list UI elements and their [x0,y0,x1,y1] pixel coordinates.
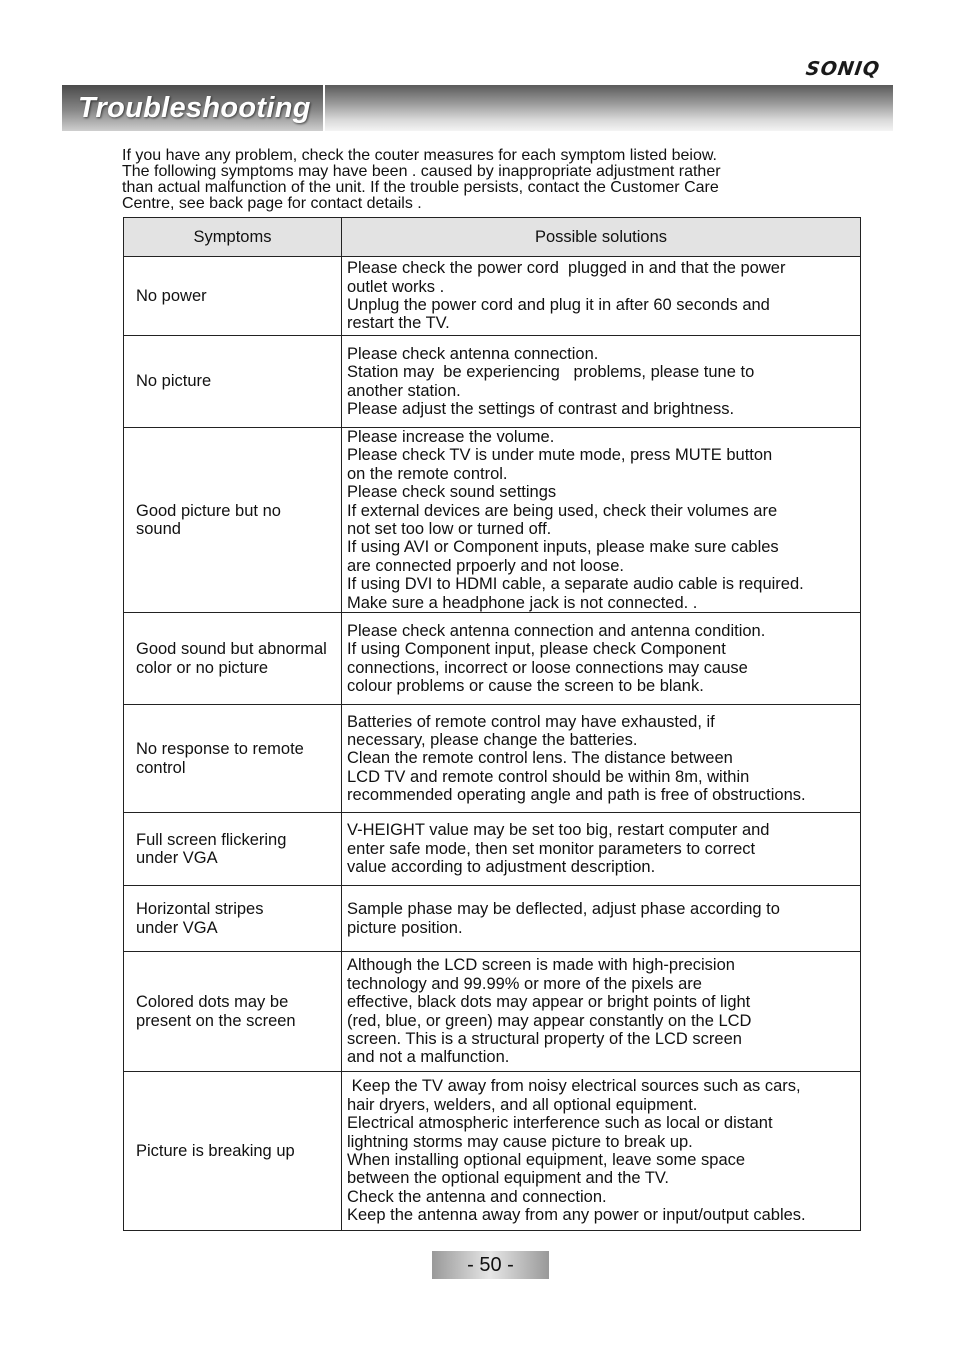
solutions-header: Possible solutions [342,218,861,257]
symptom-line: No response to remote [136,740,304,759]
solution-line: When installing optional equipment, leave some space [347,1151,746,1170]
solution-cell [342,705,861,813]
solution-line: Unplug the power cord and plug it in after 60 seconds and [347,296,770,314]
solution-line: Keep the TV away from noisy electrical sources such as cars, [347,1077,801,1096]
symptom-line: Picture is breaking up [136,1141,295,1160]
solution-line: Please check sound settings [347,483,557,502]
solution-line: Clean the remote control lens. The distance between [347,749,733,768]
table-row [124,1072,861,1231]
solution-line: recommended operating angle and path is free of obstructions. [347,786,806,805]
intro-line: than actual malfunction of the unit. If the trouble persists, contact the Customer Care [122,179,719,196]
symptom-line: control [136,758,186,777]
solution-line: not set too low or turned off. [347,520,552,539]
solution-line: If external devices are being used, check their volumes are [347,501,778,520]
solution-line: Keep the antenna away from any power or input/output cables. [347,1206,806,1225]
solution-line: picture position. [347,918,463,937]
solution-line: enter safe mode, then set monitor parameters to correct [347,839,756,858]
solution-line: If using AVI or Component inputs, please make sure cables [347,538,779,557]
solution-line: If using DVI to HDMI cable, a separate audio cable is required. [347,575,804,594]
symptom-line: Colored dots may be [136,993,289,1012]
solution-line: connections, incorrect or loose connections may cause [347,658,748,677]
solution-line: Please increase the volume. [347,428,555,446]
solution-line: Station may be experiencing problems, please tune to [347,363,755,382]
solution-line: technology and 99.99% or more of the pixels are [347,974,702,993]
table-row [124,813,861,886]
solution-line: effective, black dots may appear or bright points of light [347,993,751,1012]
symptom-line: under VGA [136,849,218,868]
table-row [124,886,861,952]
page-number: - 50 - [432,1251,549,1279]
symptom-line: color or no picture [136,658,269,677]
solution-cell [342,257,861,336]
symptom-line: sound [136,520,181,539]
solution-line: on the remote control. [347,464,508,483]
table-row [124,428,861,613]
symptom-line: Horizontal stripes [136,900,264,919]
solution-cell [342,428,861,613]
solution-line: LCD TV and remote control should be within 8m, within [347,767,750,786]
solution-line: Please adjust the settings of contrast and brightness. [347,399,735,418]
solution-cell [342,886,861,952]
symptom-line: Good sound but abnormal [136,640,327,659]
solution-line: hair dryers, welders, and all optional equipment. [347,1095,698,1114]
symptom-cell [124,705,342,813]
symptom-cell [124,952,342,1072]
solution-line: (red, blue, or green) may appear constantly on the LCD [347,1011,752,1030]
solution-line: Sample phase may be deflected, adjust phase according to [347,900,780,919]
solution-line: Please check antenna connection. [347,344,599,363]
intro-paragraph [122,148,842,212]
symptom-line: present on the screen [136,1011,296,1030]
solution-line: and not a malfunction. [347,1048,510,1067]
symptom-line: under VGA [136,918,218,937]
solution-line: Please check the power cord plugged in and that the power [347,259,786,278]
solution-line: V-HEIGHT value may be set too big, restart computer and [347,821,770,840]
symptom-cell [124,1072,342,1231]
solution-line: colour problems or cause the screen to be blank. [347,676,704,695]
solution-line: Electrical atmospheric interference such as local or distant [347,1114,773,1133]
brand-logo: SONIQ [804,58,882,80]
solution-line: restart the TV. [347,314,450,333]
solution-line: outlet works . [347,277,445,296]
solution-line: Although the LCD screen is made with high-precision [347,956,735,975]
table-row [124,705,861,813]
solution-line: Make sure a headphone jack is not connected. . [347,593,698,612]
solution-line: If using Component input, please check Component [347,640,726,659]
solution-line: Batteries of remote control may have exhausted, if [347,712,715,731]
symptom-cell [124,428,342,613]
symptom-cell [124,257,342,336]
table-row [124,257,861,336]
solution-cell [342,813,861,886]
symptom-line: No power [136,286,207,305]
intro-line: Centre, see back page for contact details . [122,195,422,212]
table-row [124,336,861,428]
solution-line: value according to adjustment description. [347,858,656,877]
table-header-row [124,218,861,257]
symptom-cell [124,613,342,705]
symptom-line: No picture [136,372,212,391]
solution-cell [342,336,861,428]
solution-cell [342,952,861,1072]
solution-line: Please check antenna connection and antenna condition. [347,621,766,640]
symptom-cell [124,336,342,428]
solution-line: are connected prpoerly and not loose. [347,556,625,575]
solution-cell [342,613,861,705]
symptom-cell [124,813,342,886]
solution-line: another station. [347,381,461,400]
page-title: Troubleshooting [78,92,311,124]
solution-line: Check the antenna and connection. [347,1187,607,1206]
intro-line: The following symptoms may have been . caused by inappropriate adjustment rather [122,163,721,180]
solution-line: screen. This is a structural property of the LCD screen [347,1029,742,1048]
solution-line: between the optional equipment and the TV. [347,1169,669,1188]
symptom-cell [124,886,342,952]
table-row [124,613,861,705]
table-row [124,952,861,1072]
symptom-line: Full screen flickering [136,830,287,849]
symptoms-header: Symptoms [124,218,342,257]
solution-cell [342,1072,861,1231]
solution-line: necessary, please change the batteries. [347,730,638,749]
table-body [124,257,861,1231]
intro-line: If you have any problem, check the couter measures for each symptom listed beiow. [122,147,717,164]
symptom-line: Good picture but no [136,501,281,520]
troubleshooting-table [123,217,861,1231]
solution-line: lightning storms may cause picture to break up. [347,1132,693,1151]
solution-line: Please check TV is under mute mode, press MUTE button [347,446,773,465]
